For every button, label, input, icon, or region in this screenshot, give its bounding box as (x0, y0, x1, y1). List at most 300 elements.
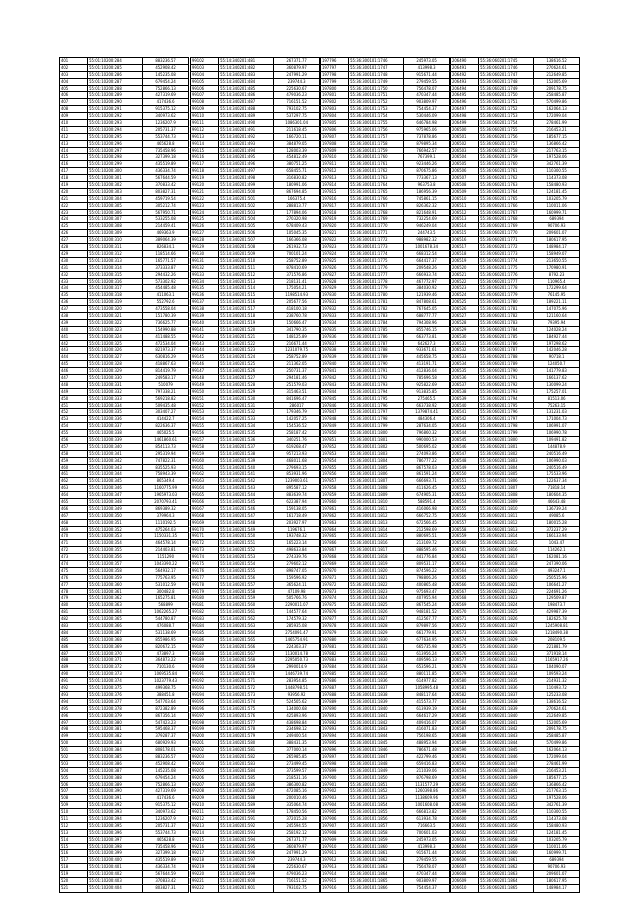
row-number-cell: 197828 (321, 279, 349, 285)
cadastral-number-cell: 55:01:10200:321 (88, 313, 143, 319)
table-row (321, 850, 449, 857)
table-row (451, 616, 579, 623)
cadastral-number-cell: 55:01:10200:309 (88, 230, 143, 236)
cadastral-number-cell: 55:36:300101:1751 (349, 92, 404, 98)
cadastral-number-cell: 55:36:300101:1747 (349, 65, 404, 71)
cadastral-number-cell: 55:36:060201:1814 (479, 533, 534, 539)
amount-cell: 225630.67 (286, 85, 307, 91)
table-row (321, 609, 449, 616)
row-number-cell: 197798 (321, 72, 349, 78)
row-number-cell: 197827 (321, 272, 349, 278)
amount-cell: 427319.69 (155, 788, 176, 794)
table-row (191, 616, 319, 623)
table-row (191, 513, 319, 520)
amount-cell: 756478.07 (416, 85, 437, 91)
cadastral-number-cell: 55:14:340201:598 (219, 864, 274, 870)
table-row (321, 292, 449, 299)
row-number-cell: 481 (60, 609, 88, 615)
table-row (321, 871, 449, 878)
row-number-cell: 99208 (191, 788, 219, 794)
row-number-cell: 455 (60, 430, 88, 436)
row-number-cell: 197868 (321, 554, 349, 560)
table-row (60, 713, 188, 720)
row-number-cell: 99164 (191, 485, 219, 491)
cadastral-number-cell: 55:36:060201:1812 (479, 520, 534, 526)
cadastral-number-cell: 55:14:340201:523 (219, 347, 274, 353)
cadastral-number-cell: 55:36:060201:1832 (479, 657, 534, 663)
amount-cell: 386300.82 (286, 781, 307, 787)
amount-cell: 274339.76 (286, 554, 307, 560)
amount-cell: 848117.64 (416, 691, 437, 697)
table-row (451, 561, 579, 568)
row-number-cell: 206583 (451, 699, 479, 705)
cadastral-number-cell: 55:14:340201:490 (219, 120, 274, 126)
cadastral-number-cell: 55:01:10200:363 (88, 602, 143, 608)
table-row (451, 885, 579, 892)
cadastral-number-cell: 55:36:060201:1760 (479, 161, 534, 167)
cadastral-number-cell: 55:36:300101:1782 (349, 306, 404, 312)
cadastral-number-cell: 55:14:340201:587 (219, 788, 274, 794)
row-number-cell: 206539 (451, 396, 479, 402)
table-row (321, 575, 449, 582)
table-row (60, 141, 188, 148)
table-row (321, 285, 449, 292)
cadastral-number-cell: 55:36:060201:1808 (479, 492, 534, 498)
amount-cell: 677634.95 (416, 636, 437, 642)
cadastral-number-cell: 55:01:10200:379 (88, 713, 143, 719)
table-row (451, 775, 579, 782)
table-row (321, 106, 449, 113)
row-number-cell: 99169 (191, 520, 219, 526)
row-number-cell: 99177 (191, 575, 219, 581)
cadastral-number-cell: 55:01:10200:303 (88, 189, 143, 195)
cadastral-number-cell: 55:36:300101:1866 (349, 885, 404, 892)
row-number-cell: 457 (60, 444, 88, 450)
amount-cell: 1198514.93 (285, 292, 308, 298)
cadastral-number-cell: 55:36:300101:1788 (349, 347, 404, 353)
amount-cell: 903809.97 (416, 877, 437, 883)
table-row (60, 761, 188, 768)
amount-cell: 315463.51 (286, 388, 307, 394)
cadastral-number-cell: 55:36:060201:1782 (479, 313, 534, 319)
cadastral-number-cell: 55:36:300101:1753 (349, 106, 404, 112)
amount-cell: 663773.81 (416, 333, 437, 339)
table-row (60, 444, 188, 451)
cadastral-number-cell: 55:14:340201:571 (219, 678, 274, 684)
amount-cell: 646784.98 (416, 120, 437, 126)
table-row (60, 196, 188, 203)
table-row (451, 540, 579, 547)
table-row (60, 299, 188, 306)
table-row (321, 857, 449, 864)
cadastral-number-cell: 55:36:300101:1859 (349, 837, 404, 843)
amount-cell: 154536.52 (286, 423, 307, 429)
cadastral-number-cell: 55:01:10200:339 (88, 437, 143, 443)
amount-cell: 316830.82 (286, 175, 307, 181)
row-number-cell: 197855 (321, 465, 349, 471)
amount-cell: 880695.51 (416, 533, 437, 539)
amount-cell: 138616.52 (546, 58, 567, 63)
cadastral-number-cell: 55:14:340201:497 (219, 168, 274, 174)
table-row (321, 223, 449, 230)
row-number-cell: 99140 (191, 320, 219, 326)
row-number-cell: 206509 (451, 189, 479, 195)
table-row (191, 106, 319, 113)
amount-cell: 613956.24 (416, 650, 437, 656)
row-number-cell: 197820 (321, 223, 349, 229)
row-number-cell: 519 (60, 871, 88, 877)
table-row (321, 823, 449, 830)
row-number-cell: 197840 (321, 361, 349, 367)
table-row (451, 589, 579, 596)
cadastral-number-cell: 55:01:10200:346 (88, 485, 143, 491)
row-number-cell: 206518 (451, 251, 479, 257)
cadastral-number-cell: 55:36:300101:1862 (349, 857, 404, 863)
amount-cell: 180604.35 (546, 492, 567, 498)
cadastral-number-cell: 55:36:300101:1846 (349, 747, 404, 753)
row-number-cell: 498 (60, 726, 88, 732)
table-row (321, 837, 449, 844)
cadastral-number-cell: 55:36:060201:1775 (479, 265, 534, 271)
row-number-cell: 197857 (321, 478, 349, 484)
cadastral-number-cell: 55:01:10200:347 (88, 492, 143, 498)
cadastral-number-cell: 55:01:10200:329 (88, 368, 143, 374)
cadastral-number-cell: 55:01:10200:293 (88, 120, 143, 126)
row-number-cell: 206542 (451, 416, 479, 422)
table-row (191, 258, 319, 265)
table-row (60, 99, 188, 106)
row-number-cell: 418 (60, 175, 88, 181)
table-row (321, 134, 449, 141)
table-row (191, 120, 319, 127)
row-number-cell: 99153 (191, 409, 219, 415)
amount-cell: 258752.89 (286, 257, 307, 263)
table-row (191, 251, 319, 258)
amount-cell: 479036.23 (286, 92, 307, 98)
row-number-cell: 423 (60, 210, 88, 216)
row-number-cell: 206523 (451, 285, 479, 291)
amount-cell: 619268.47 (286, 443, 307, 449)
cadastral-number-cell: 55:01:10200:314 (88, 265, 143, 271)
amount-cell: 679454.24 (155, 774, 176, 780)
cadastral-number-cell: 55:14:340201:484 (219, 79, 274, 85)
cadastral-number-cell: 55:36:060201:1859 (479, 844, 534, 850)
table-row (191, 409, 319, 416)
cadastral-number-cell: 55:01:10200:307 (88, 216, 143, 222)
row-number-cell: 197873 (321, 589, 349, 595)
amount-cell: 661779.91 (416, 629, 437, 635)
amount-cell: 814419.79 (155, 368, 176, 374)
amount-cell: 975693.47 (416, 588, 437, 594)
row-number-cell: 197817 (321, 203, 349, 209)
cadastral-number-cell: 55:14:340201:590 (219, 809, 274, 815)
amount-cell: 373599.57 (286, 767, 307, 773)
amount-cell: 946249.04 (416, 223, 437, 229)
amount-cell: 888595.46 (416, 547, 437, 553)
cadastral-number-cell: 55:36:060201:1842 (479, 726, 534, 732)
cadastral-number-cell: 55:01:10200:306 (88, 210, 143, 216)
row-number-cell: 411 (60, 127, 88, 133)
row-number-cell: 511 (60, 816, 88, 822)
row-number-cell: 197903 (321, 795, 349, 801)
amount-cell: 258485.87 (546, 733, 567, 739)
table-row (60, 86, 188, 93)
amount-cell: 197528.06 (546, 154, 567, 160)
cadastral-number-cell: 55:36:060201:1815 (479, 540, 534, 546)
table-row (321, 582, 449, 589)
cadastral-number-cell: 55:36:300101:1854 (349, 802, 404, 808)
row-number-cell: 406 (60, 92, 88, 98)
amount-cell: 211039.06 (416, 767, 437, 773)
table-row (191, 341, 319, 348)
row-number-cell: 206494 (451, 86, 479, 92)
table-row (321, 120, 449, 127)
table-row (321, 568, 449, 575)
table-row (451, 86, 579, 93)
amount-cell: 1001608.08 (415, 802, 438, 808)
amount-cell: 360879.97 (286, 843, 307, 849)
cadastral-number-cell: 55:36:060201:1823 (479, 595, 534, 601)
amount-cell: 533255.08 (155, 216, 176, 222)
amount-cell: 364873.22 (155, 657, 176, 663)
cadastral-number-cell: 55:36:300101:1849 (349, 768, 404, 774)
table-row (60, 216, 188, 223)
table-row (191, 540, 319, 547)
amount-cell: 664417.37 (416, 257, 437, 263)
amount-cell: 114262.1 (547, 547, 566, 553)
row-number-cell: 99157 (191, 437, 219, 443)
table-row (191, 279, 319, 286)
cadastral-number-cell: 55:01:10200:355 (88, 547, 143, 553)
cadastral-number-cell: 55:14:340201:519 (219, 320, 274, 326)
table-row (451, 134, 579, 141)
amount-cell: 470347.44 (416, 92, 437, 98)
amount-cell: 8792.23 (548, 271, 565, 277)
row-number-cell: 197900 (321, 775, 349, 781)
row-number-cell: 206569 (451, 602, 479, 608)
row-number-cell: 206510 (451, 196, 479, 202)
amount-cell: 903809.97 (416, 99, 437, 105)
row-number-cell: 206497 (451, 106, 479, 112)
cadastral-number-cell: 55:01:10200:388 (88, 775, 143, 781)
table-row (60, 244, 188, 251)
table-row (60, 148, 188, 155)
row-number-cell: 99104 (191, 72, 219, 78)
row-number-cell: 206605 (451, 850, 479, 856)
amount-cell: 389064.39 (155, 237, 176, 243)
row-number-cell: 487 (60, 651, 88, 657)
row-number-cell: 206490 (451, 58, 479, 64)
table-row (321, 802, 449, 809)
row-number-cell: 206560 (451, 540, 479, 546)
row-number-cell: 206588 (451, 733, 479, 739)
table-row (451, 161, 579, 168)
cadastral-number-cell: 55:14:340201:532 (219, 409, 274, 415)
table-row (191, 706, 319, 713)
cadastral-number-cell: 55:14:340201:564 (219, 630, 274, 636)
cadastral-number-cell: 55:14:340201:540 (219, 465, 274, 471)
cadastral-number-cell: 55:36:060201:1862 (479, 864, 534, 870)
cadastral-number-cell: 55:36:300101:1800 (349, 430, 404, 436)
row-number-cell: 99198 (191, 720, 219, 726)
table-row (321, 602, 449, 609)
amount-cell: 152005.69 (546, 719, 567, 725)
cadastral-number-cell: 55:14:340201:483 (219, 72, 274, 78)
cadastral-number-cell: 55:36:300101:1772 (349, 237, 404, 243)
row-number-cell: 206576 (451, 651, 479, 657)
row-number-cell: 99217 (191, 850, 219, 856)
table-row (321, 444, 449, 451)
amount-cell: 110300.55 (546, 809, 567, 815)
amount-cell: 185677.15 (546, 133, 567, 139)
amount-cell: 867694.85 (286, 188, 307, 194)
table-row (451, 575, 579, 582)
table-row (321, 437, 449, 444)
amount-cell: 388451.8 (156, 691, 175, 697)
row-number-cell: 206513 (451, 216, 479, 222)
table-row (451, 251, 579, 258)
table-row (321, 430, 449, 437)
row-number-cell: 197854 (321, 458, 349, 464)
row-number-cell: 206595 (451, 782, 479, 788)
amount-cell: 118514.66 (155, 250, 176, 256)
row-number-cell: 99166 (191, 499, 219, 505)
table-row (60, 788, 188, 795)
table-row (60, 726, 188, 733)
row-number-cell: 206573 (451, 630, 479, 636)
row-number-cell: 99161 (191, 465, 219, 471)
amount-cell: 46643.48 (547, 499, 566, 504)
row-number-cell: 468 (60, 520, 88, 526)
cadastral-number-cell: 55:36:300101:1831 (349, 644, 404, 650)
table-row (191, 465, 319, 472)
row-number-cell: 206591 (451, 754, 479, 760)
amount-cell: 270320.98 (286, 216, 307, 222)
cadastral-number-cell: 55:14:340201:572 (219, 685, 274, 691)
table-row (321, 216, 449, 223)
row-number-cell: 453 (60, 416, 88, 422)
row-number-cell: 197902 (321, 788, 349, 794)
table-row (321, 416, 449, 423)
amount-cell: 247991.29 (286, 71, 307, 77)
row-number-cell: 206522 (451, 279, 479, 285)
row-number-cell: 197831 (321, 299, 349, 305)
cadastral-number-cell: 55:36:060201:1856 (479, 823, 534, 829)
row-number-cell: 206548 (451, 458, 479, 464)
amount-cell: 165275.81 (155, 595, 176, 601)
cadastral-number-cell: 55:01:10200:393 (88, 809, 143, 815)
row-number-cell: 99212 (191, 816, 219, 822)
table-row (321, 788, 449, 795)
cadastral-number-cell: 55:36:060201:1781 (479, 306, 534, 312)
amount-cell: 193748.32 (286, 533, 307, 539)
cadastral-number-cell: 55:36:060201:1816 (479, 547, 534, 553)
amount-cell: 342761.39 (546, 161, 567, 167)
cadastral-number-cell: 55:01:10200:308 (88, 223, 143, 229)
table-row (191, 92, 319, 99)
cadastral-number-cell: 55:14:340201:534 (219, 423, 274, 429)
amount-cell: 821648.91 (416, 209, 437, 215)
table-row (451, 258, 579, 265)
amount-cell: 340973.62 (155, 113, 176, 119)
amount-cell: 75263.15 (547, 402, 566, 408)
table-row (191, 299, 319, 306)
table-row (191, 285, 319, 292)
row-number-cell: 449 (60, 389, 88, 395)
cadastral-number-cell: 55:01:10200:335 (88, 409, 143, 415)
amount-cell: 569218.82 (155, 395, 176, 401)
cadastral-number-cell: 55:36:300101:1824 (349, 595, 404, 601)
cadastral-number-cell: 55:36:300101:1852 (349, 788, 404, 794)
table-row (321, 678, 449, 685)
amount-cell: 510079 (158, 381, 173, 387)
row-number-cell: 417 (60, 168, 88, 174)
amount-cell: 365624.11 (286, 581, 307, 587)
cadastral-number-cell: 55:36:060201:1804 (479, 465, 534, 471)
table-row (191, 547, 319, 554)
table-row (451, 554, 579, 561)
amount-cell: 524505.62 (286, 698, 307, 704)
row-number-cell: 206562 (451, 554, 479, 560)
row-number-cell: 99132 (191, 265, 219, 271)
cadastral-number-cell: 55:36:060201:1797 (479, 416, 534, 422)
table-row (451, 733, 579, 740)
cadastral-number-cell: 55:36:300101:1778 (349, 279, 404, 285)
cadastral-number-cell: 55:36:060201:1850 (479, 782, 534, 788)
table-row (191, 368, 319, 375)
table-row (191, 782, 319, 789)
amount-cell: 1001678.34 (415, 244, 438, 250)
cadastral-number-cell: 55:01:10200:340 (88, 444, 143, 450)
table-row (60, 809, 188, 816)
table-row (60, 92, 188, 99)
amount-cell: 147075.96 (546, 306, 567, 312)
table-row (191, 499, 319, 506)
table-row (191, 375, 319, 382)
amount-cell: 166375.4 (287, 195, 306, 201)
amount-cell: 189221.11 (546, 299, 567, 305)
row-number-cell: 415 (60, 154, 88, 160)
table-row (60, 850, 188, 857)
row-number-cell: 99158 (191, 444, 219, 450)
cadastral-number-cell: 55:36:300101:1856 (349, 816, 404, 822)
table-row (191, 589, 319, 596)
table-row (60, 540, 188, 547)
table-row (451, 699, 579, 706)
amount-cell: 2754091.47 (285, 629, 308, 635)
cadastral-number-cell: 55:36:060201:1861 (479, 857, 534, 863)
row-number-cell: 206499 (451, 120, 479, 126)
amount-cell: 732254.69 (416, 216, 437, 222)
cadastral-number-cell: 55:36:300101:1819 (349, 561, 404, 567)
row-number-cell: 197843 (321, 382, 349, 388)
cadastral-number-cell: 55:36:300101:1798 (349, 416, 404, 422)
cadastral-number-cell: 55:14:340201:503 (219, 210, 274, 216)
table-row (451, 113, 579, 120)
cadastral-number-cell: 55:36:060201:1795 (479, 403, 534, 409)
table-row (191, 272, 319, 279)
row-number-cell: 197845 (321, 396, 349, 402)
row-number-cell: 99203 (191, 754, 219, 760)
row-number-cell: 99188 (191, 651, 219, 657)
table-row (60, 396, 188, 403)
cadastral-number-cell: 55:36:060201:1813 (479, 527, 534, 533)
row-number-cell: 99211 (191, 809, 219, 815)
amount-cell: 122637.34 (546, 478, 567, 484)
table-row (60, 637, 188, 644)
cadastral-number-cell: 55:36:300101:1771 (349, 230, 404, 236)
row-number-cell: 499 (60, 733, 88, 739)
